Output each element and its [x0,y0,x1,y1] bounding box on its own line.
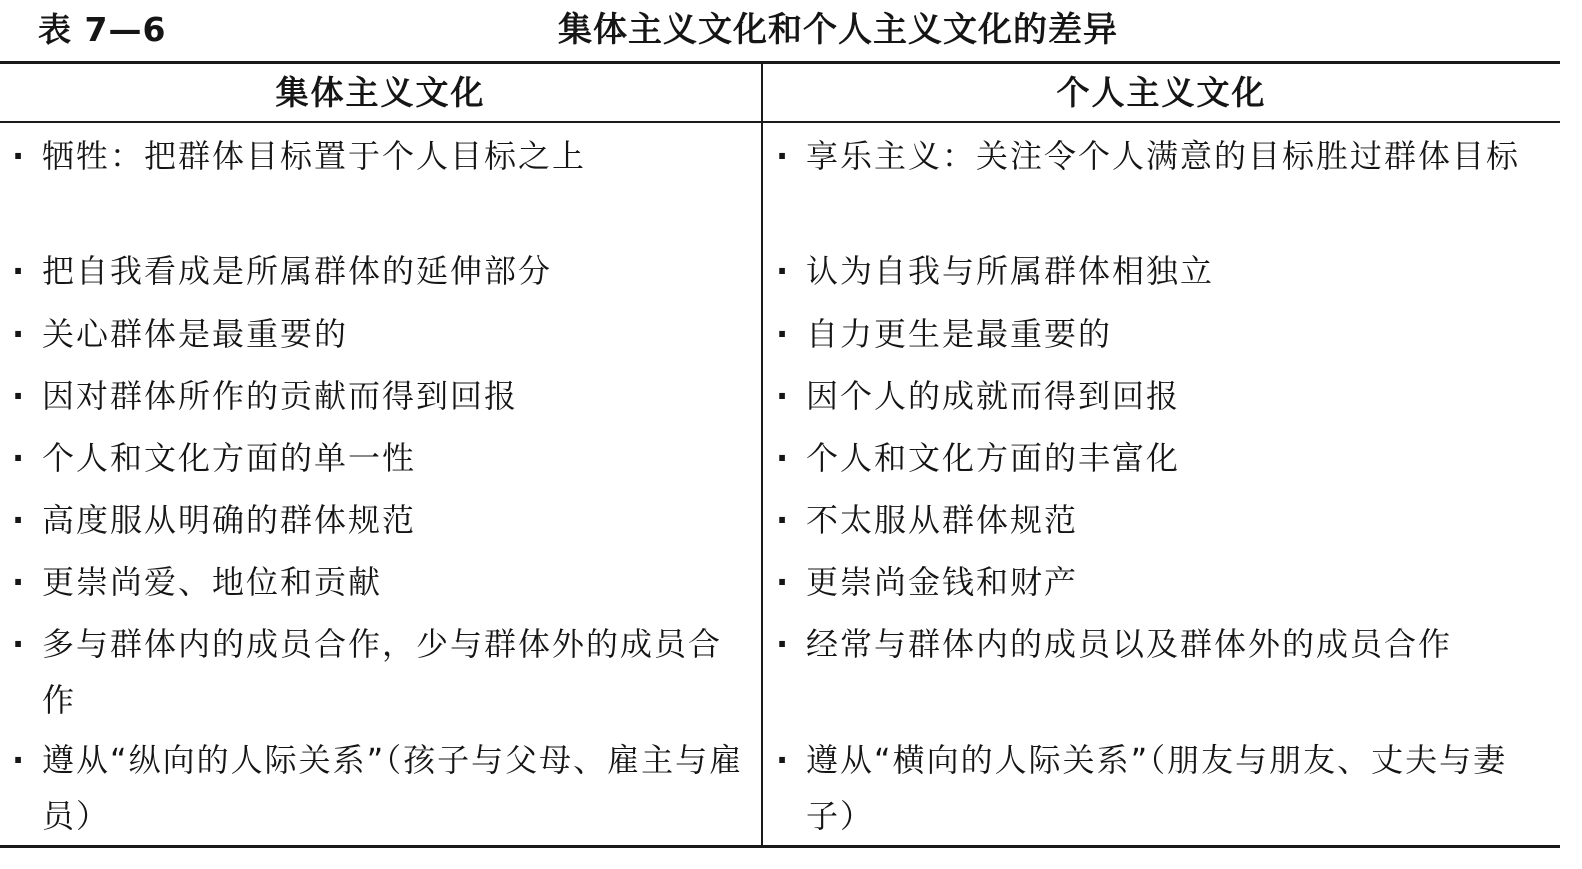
table-cell-individualism [776,732,1552,844]
cell-text: 认为自我与所属群体相独立 [806,252,1215,290]
bullet: · [12,439,27,477]
cell-text: 个人和文化方面的单一性 [42,439,417,477]
bullet: · [12,625,27,663]
cell-text: 遵从“横向的人际关系”（朋友与朋友、丈夫与妻子） [806,741,1508,835]
table-cell-collectivism [12,616,754,728]
table-cell-collectivism [12,128,754,184]
table-cell-individualism [776,492,1552,548]
table-cell-individualism [776,368,1552,424]
table-cell-individualism [776,430,1552,486]
table-cell-collectivism [12,430,754,486]
cell-text: 更崇尚爱、地位和贡献 [42,563,383,601]
bullet: · [776,563,791,601]
table-cell-collectivism [12,492,754,548]
bullet: · [776,741,791,779]
table-header-rule [0,121,1560,123]
bullet: · [776,137,791,175]
cell-text: 因个人的成就而得到回报 [806,377,1181,415]
cell-text: 把自我看成是所属群体的延伸部分 [42,252,553,290]
table-cell-individualism [776,554,1552,610]
bullet: · [12,741,27,779]
cell-text: 关心群体是最重要的 [42,315,349,353]
bullet: · [776,625,791,663]
bullet: · [12,252,27,290]
cell-text: 牺牲：把群体目标置于个人目标之上 [42,137,587,175]
cell-text: 经常与群体内的成员以及群体外的成员合作 [806,625,1453,663]
bullet: · [776,439,791,477]
bullet: · [12,377,27,415]
cell-text: 个人和文化方面的丰富化 [806,439,1181,477]
table-title: 集体主义文化和个人主义文化的差异 [558,10,1118,50]
cell-text: 高度服从明确的群体规范 [42,501,417,539]
cell-text: 享乐主义：关注令个人满意的目标胜过群体目标 [806,137,1521,175]
bullet: · [776,377,791,415]
bullet: · [776,315,791,353]
table-cell-collectivism [12,554,754,610]
cell-text: 多与群体内的成员合作，少与群体外的成员合作 [42,625,723,719]
cell-text: 因对群体所作的贡献而得到回报 [42,377,519,415]
table-cell-individualism [776,243,1552,299]
cell-text: 更崇尚金钱和财产 [806,563,1079,601]
table-cell-collectivism [12,243,754,299]
table-bottom-rule [0,845,1560,848]
table-cell-collectivism [12,732,754,844]
bullet: · [12,137,27,175]
table-cell-individualism [776,306,1552,362]
table-number: 表 7—6 [38,10,167,49]
column-header-collectivism: 集体主义文化 [275,73,486,112]
table-top-rule [0,61,1560,64]
bullet: · [12,501,27,539]
bullet: · [12,315,27,353]
cell-text: 遵从“纵向的人际关系”（孩子与父母、雇主与雇员） [42,741,744,835]
cell-text: 不太服从群体规范 [806,501,1079,539]
table-cell-individualism [776,128,1552,184]
table-cell-collectivism [12,368,754,424]
table-cell-collectivism [12,306,754,362]
bullet: · [776,501,791,539]
table-cell-individualism [776,616,1552,672]
cell-text: 自力更生是最重要的 [806,315,1113,353]
column-header-individualism: 个人主义文化 [1056,73,1267,112]
bullet: · [776,252,791,290]
table-column-divider [761,62,763,846]
bullet: · [12,563,27,601]
